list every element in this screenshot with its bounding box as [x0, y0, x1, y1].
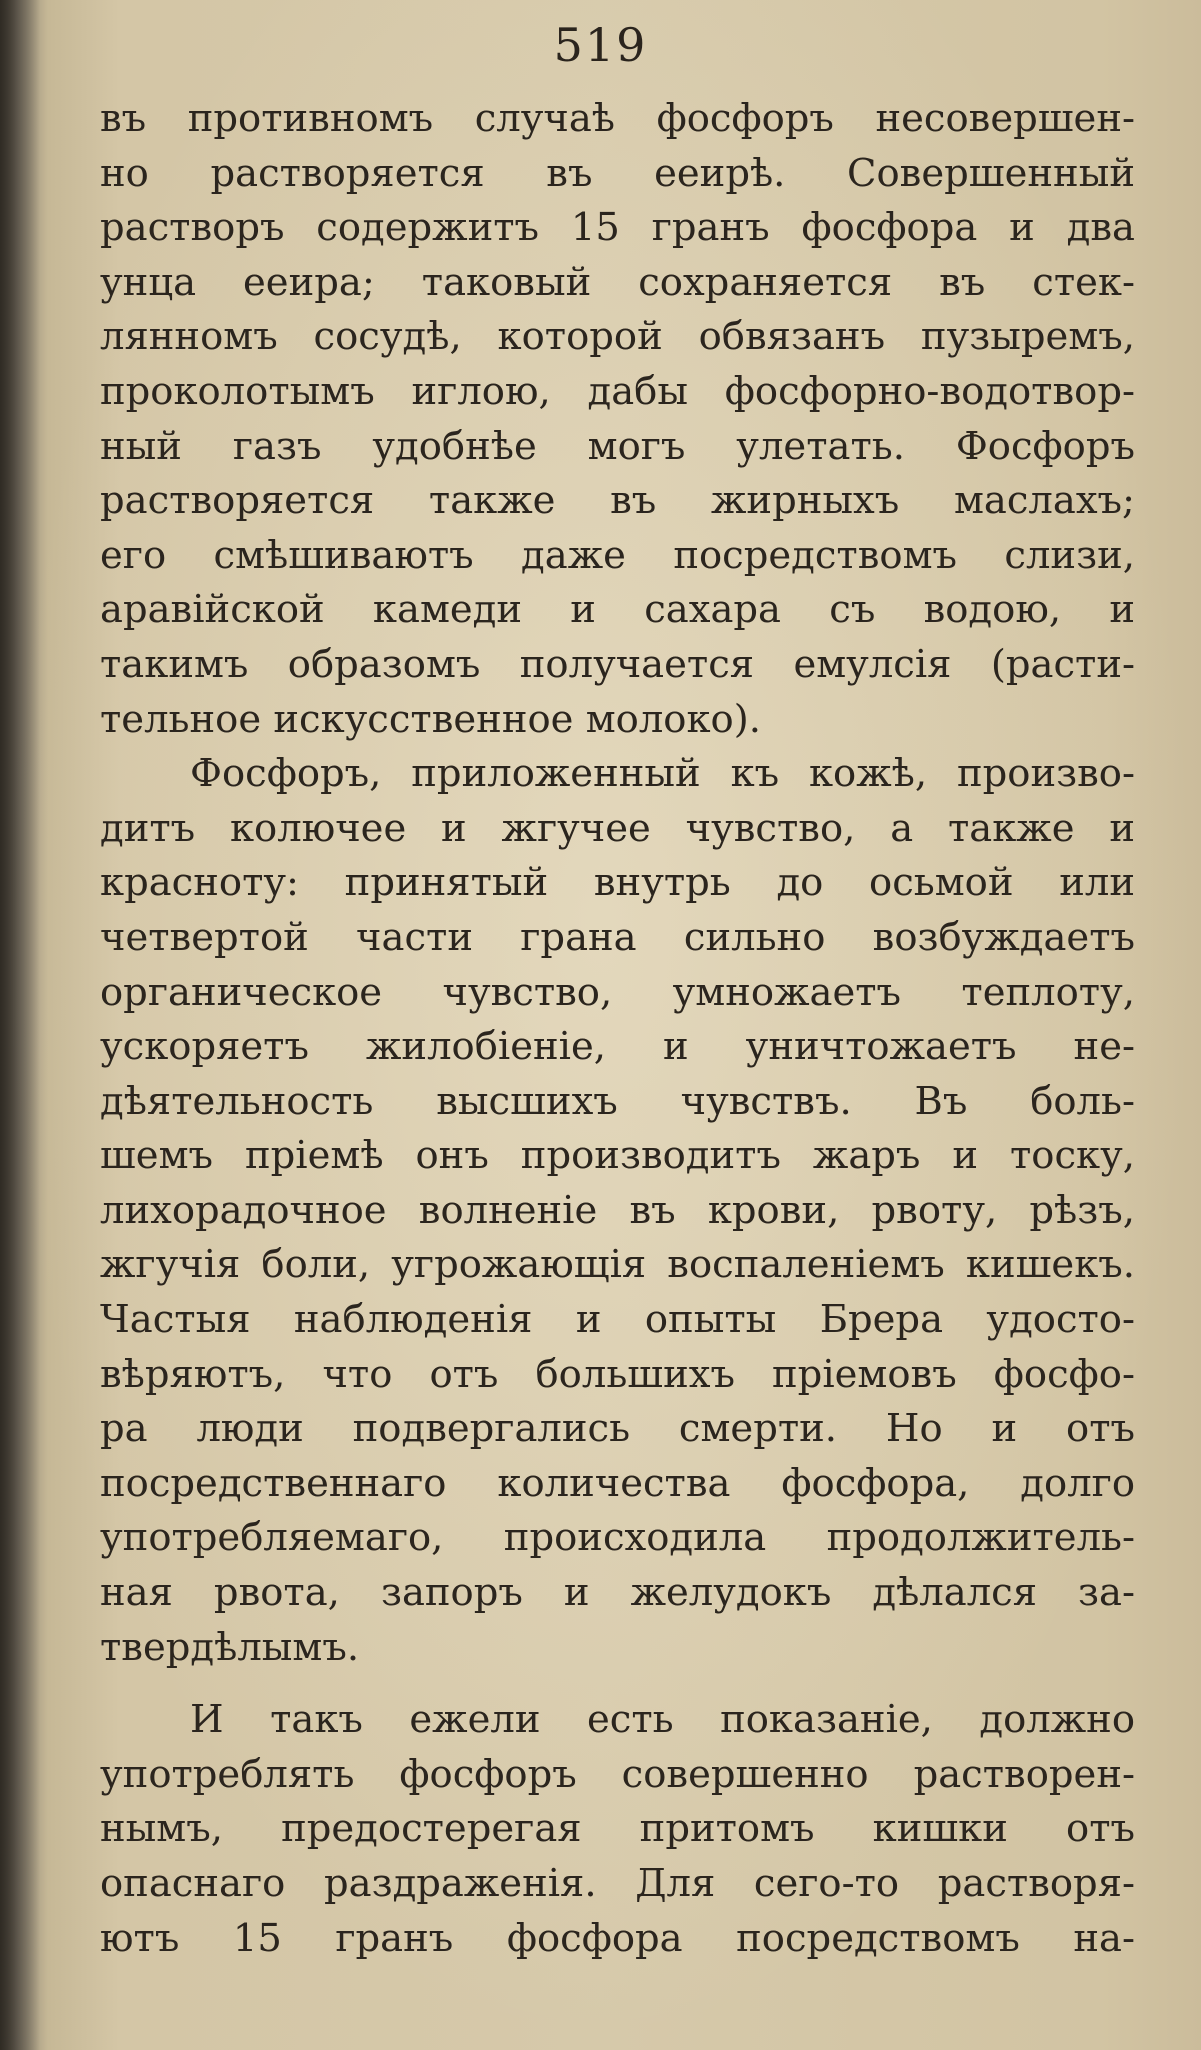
text-line: жгучія боли, угрожающія воспаленіемъ кишекъ. — [100, 1242, 1135, 1288]
text-line: лихорадочное волненіе въ крови, рвоту, рѣзъ, — [100, 1187, 1135, 1233]
text-line: Фосфоръ, приложенный къ кожѣ, произво- — [190, 751, 1135, 797]
text-line: растворяется также въ жирныхъ маслахъ; — [100, 478, 1135, 524]
body-text — [100, 92, 1135, 1966]
text-line: но растворяется въ ееирѣ. Совершенный — [100, 150, 1135, 196]
paragraph — [100, 747, 1135, 1675]
text-line: дѣятельность высшихъ чувствъ. Въ боль- — [100, 1078, 1135, 1124]
text-line: ускоряетъ жилобіеніе, и уничтожаетъ не- — [100, 1024, 1135, 1070]
text-line: ра люди подвергались смерти. Но и отъ — [100, 1406, 1135, 1452]
text-line: дитъ колючее и жгучее чувство, а также и — [100, 805, 1135, 851]
page-number: 519 — [553, 18, 648, 72]
text-line: проколотымъ иглою, дабы фосфорно-водотвор- — [100, 368, 1135, 414]
text-line: ный газъ удобнѣе могъ улетать. Фосфоръ — [100, 423, 1135, 469]
text-line: твердѣлымъ. — [100, 1624, 360, 1670]
text-line: Частыя наблюденія и опыты Брера удосто- — [100, 1297, 1135, 1343]
text-line: вѣряютъ, что отъ большихъ пріемовъ фосфо- — [100, 1351, 1135, 1397]
text-line: И такъ ежели есть показаніе, должно — [190, 1697, 1135, 1743]
text-line: употребляемаго, происходила продолжитель- — [100, 1515, 1135, 1561]
text-line: аравійской камеди и сахара съ водою, и — [100, 587, 1135, 633]
text-line: органическое чувство, умножаетъ теплоту, — [100, 969, 1135, 1015]
text-line: нымъ, предостерегая притомъ кишки отъ — [100, 1806, 1135, 1852]
text-line: четвертой части грана сильно возбуждаетъ — [100, 914, 1135, 960]
text-line: красноту: принятый внутрь до осьмой или — [100, 860, 1135, 906]
binding-gutter-shadow — [0, 0, 40, 2050]
text-line: употреблять фосфоръ совершенно растворен- — [100, 1751, 1135, 1797]
text-line: опаснаго раздраженія. Для сего-то растворя- — [100, 1861, 1135, 1906]
paragraph — [100, 92, 1135, 747]
text-line: въ противномъ случаѣ фосфоръ несовершен- — [100, 96, 1135, 141]
paragraph-spacer — [100, 1675, 1135, 1693]
text-line: тельное искусственное молоко). — [100, 696, 761, 742]
text-line: лянномъ сосудѣ, которой обвязанъ пузыремъ, — [100, 314, 1135, 360]
text-line: посредственнаго количества фосфора, долго — [100, 1460, 1135, 1506]
text-line: ная рвота, запоръ и желудокъ дѣлался за- — [100, 1570, 1135, 1616]
text-line: ютъ 15 гранъ фосфора посредствомъ на- — [100, 1915, 1135, 1961]
text-line: растворъ содержитъ 15 гранъ фосфора и два — [100, 205, 1135, 251]
paragraph — [100, 1693, 1135, 1966]
text-line: такимъ образомъ получается емулсія (расти- — [100, 641, 1135, 687]
text-line: его смѣшиваютъ даже посредствомъ слизи, — [100, 532, 1135, 578]
text-line: шемъ пріемѣ онъ производитъ жаръ и тоску, — [100, 1133, 1135, 1179]
text-line: унца ееира; таковый сохраняется въ стек- — [100, 259, 1135, 305]
